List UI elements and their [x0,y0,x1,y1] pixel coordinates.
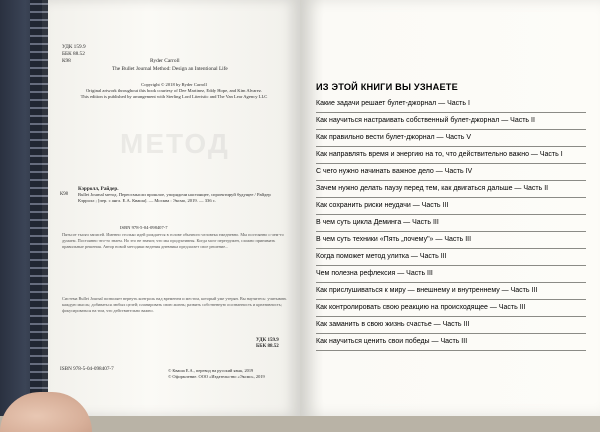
list-item: Как правильно вести булет-джорнал — Часть V [316,130,586,147]
section-heading: ИЗ ЭТОЙ КНИГИ ВЫ УЗНАЕТЕ [316,82,458,92]
list-item: Какие задачи решает булет-джорнал — Часть I [316,96,586,113]
list-item: Чем полезна рефлексия — Часть III [316,266,586,283]
list-item: Как научиться ценить свои победы — Часть III [316,334,586,351]
catalog-description: Bullet Journal метод. Переосмысли прошлое, упорядочи настоящее, спроектируй будущее / Райдер Кэрролл ; [пер. с англ. Е.А. Кваша]. — Москва : Эксмо, 2019. — 336 с. [78,192,271,204]
design-copyright: © Оформление. ООО «Издательство «Эксмо», 2019 [168,374,265,379]
annotation-text: Пятьсот тысяч записей. Именно столько идей рождается в голове обычного человека ежедневно. Мы постоянно о чем-то думаем. Постоянно что-то знаем. Но это не значит, что мы продуктивны. Когда мозг перегружен, сложно принимать правильные решения. Автор новой методики ведения дневника предлагает свое решение... [62,232,284,249]
list-item: Зачем нужно делать паузу перед тем, как двигаться дальше — Часть II [316,181,586,198]
catalog-author: Кэрролл, Райдер. [78,186,119,192]
list-item: Как направлять время и энергию на то, что действительно важно — Часть I [316,147,586,164]
translation-copyright: © Кваша Е.А., перевод на русский язык, 2019 [168,368,254,373]
list-item: С чего нужно начинать важное дело — Часть IV [316,164,586,181]
list-item: Как контролировать свою реакцию на происходящее — Часть III [316,300,586,317]
legal-block [168,368,265,380]
catalog-code: К98 [60,192,68,197]
udk-block-bottom [256,338,279,351]
annotation-text-2: Система Bullet Journal позволяет вернуть контроль над временем и местом, который уже утерян. Вы научитесь: учитывать каждую мысль; добиваться любых целей; планировать свою жизнь; развить собственную осознанность и креативность; фокусироваться на том, что действительно важно. [62,296,287,313]
author-mark: К98 [62,58,71,64]
author-english: Ryder Carroll [150,58,180,64]
learning-list [316,96,586,351]
artwork-credit: Original artwork throughout this book courtesy of Dee Martinez, Eddy Hope, and Kim Alvarez. [85,88,263,93]
show-through-title: МЕТОД [120,128,230,159]
list-item: В чем суть техники «Пять „почему"» — Часть III [316,232,586,249]
list-item: Как научиться настраивать собственный булет-джорнал — Часть II [316,113,586,130]
udk-block-top [62,44,86,65]
list-item: В чем суть цикла Деминга — Часть III [316,215,586,232]
isbn-small: ISBN 978-5-04-098407-7 [120,225,168,230]
udk-line: УДК 159.9 [62,44,86,50]
bbk-line: ББК 88.52 [62,51,85,57]
udk-line: УДК 159.9 [256,338,279,343]
title-english: The Bullet Journal Method: Design an Intentional Life [112,66,228,72]
copyright-line: Copyright © 2018 by Ryder Carroll [141,82,207,87]
list-item: Как прислушиваться к миру — внешнему и внутреннему — Часть III [316,283,586,300]
isbn: ISBN 978-5-04-098407-7 [60,366,114,372]
copyright-block [60,82,288,100]
list-item: Когда поможет метод улитка — Часть III [316,249,586,266]
left-page [48,0,300,416]
list-item: Как заманить в свою жизнь счастье — Часть III [316,317,586,334]
edition-note: This edition is published by arrangement with Sterling Lord Literistic and The Van Lear Agency LLC [80,94,268,99]
bbk-line: ББК 88.52 [256,344,279,350]
list-item: Как сохранить риски неудачи — Часть III [316,198,586,215]
catalog-entry [78,186,288,205]
